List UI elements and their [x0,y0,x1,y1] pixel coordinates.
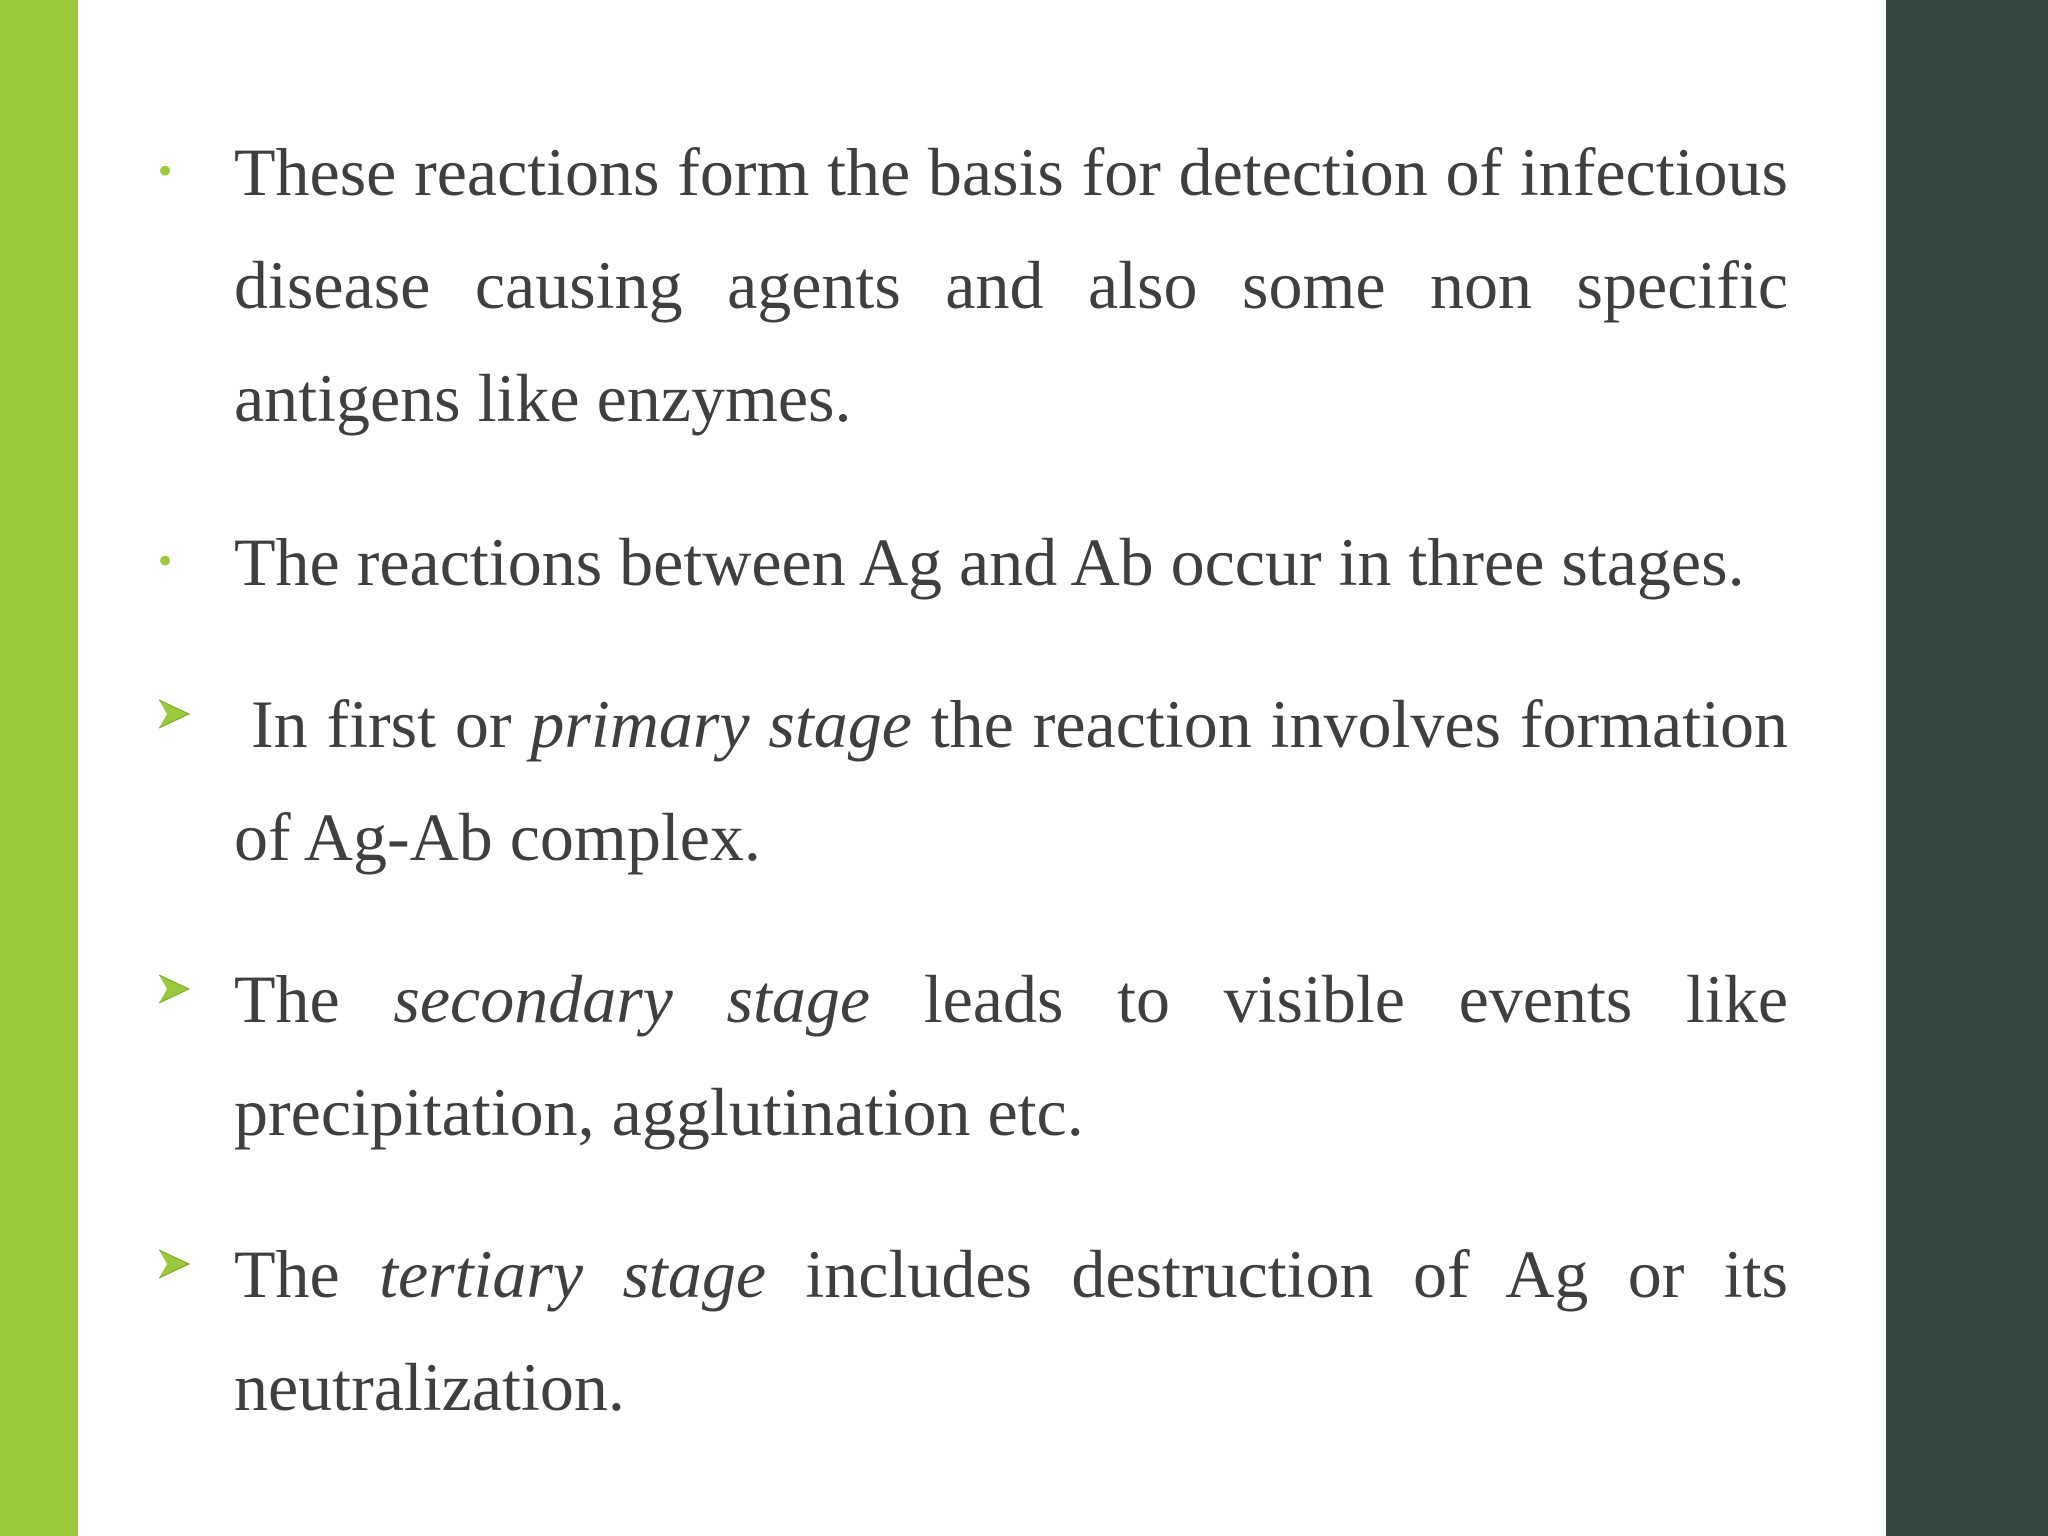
arrow-icon [155,1244,195,1284]
dot-icon: • [155,152,176,192]
bullet-text: The reactions between Ag and Ab occur in three stages. [234,524,1745,600]
bullet-text-pre: The [234,961,394,1037]
bullet-text [234,943,1788,1169]
arrow-icon [155,694,195,734]
bullet-text-post: the reaction involves formation of Ag-Ab complex. [234,686,1788,875]
bullet-text [234,668,1788,894]
left-accent-bar [0,0,78,1536]
bullet-text-post: leads to visible events like precipitation, agglutination etc. [234,961,1788,1150]
bullet-text-italic: tertiary stage [379,1236,767,1312]
right-dark-panel [1886,0,2048,1536]
bullet-text-italic: secondary stage [393,961,871,1037]
bullet-text: These reactions form the basis for detection of infectious disease causing agents and also some non specific antigens like enzymes. [234,134,1788,436]
bullet-text-pre: In first or [251,686,531,762]
bullet-text [234,1218,1788,1444]
arrow-icon [155,969,195,1009]
dot-icon: • [155,542,176,582]
bullet-text-post: includes destruction of Ag or its neutralization. [234,1236,1788,1425]
bullet-text-italic: primary stage [530,686,912,762]
bullet-text-pre: The [234,1236,380,1312]
